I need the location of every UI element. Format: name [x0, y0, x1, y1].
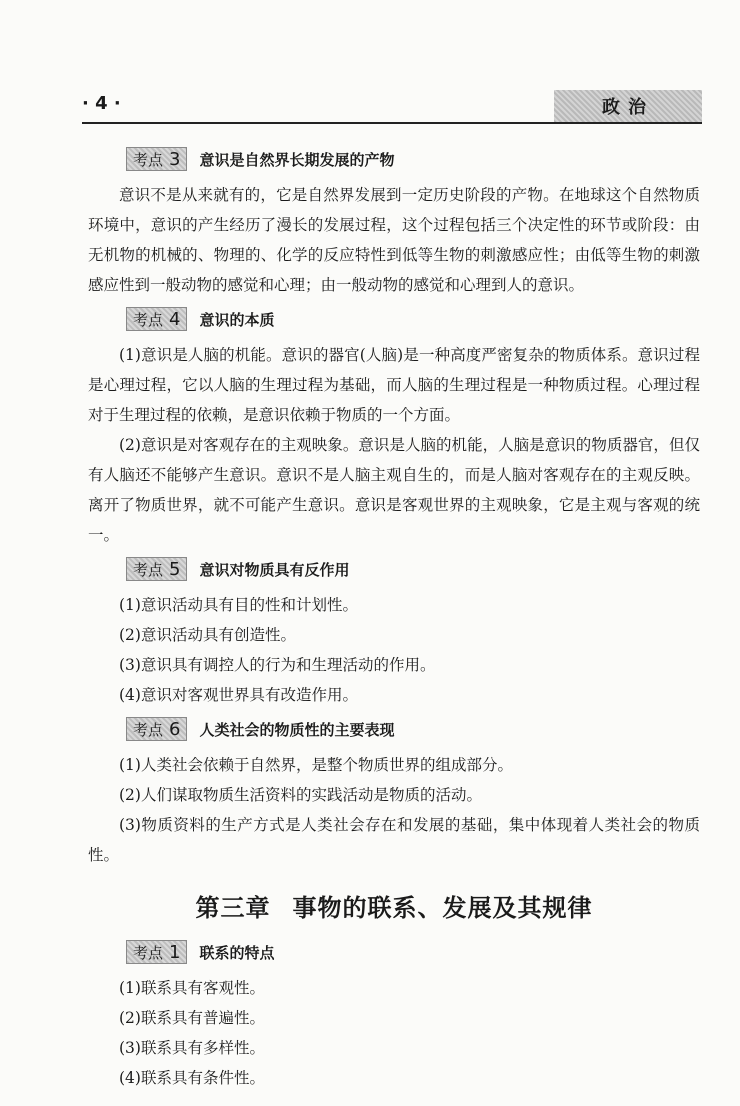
- list-item: (3)物质资料的生产方式是人类社会存在和发展的基础，集中体现着人类社会的物质性。: [88, 816, 700, 864]
- page-content: [88, 140, 700, 1093]
- page-number: · 4 ·: [82, 93, 121, 114]
- list-item: (1)人类社会依赖于自然界，是整个物质世界的组成部分。: [119, 756, 513, 774]
- section-tag: [126, 147, 187, 171]
- section-tag: [126, 940, 187, 964]
- section-title: 意识对物质具有反作用: [199, 560, 350, 579]
- list-item: (2)意识活动具有创造性。: [119, 626, 296, 644]
- section-tag-number: 1: [169, 941, 181, 963]
- section-tag-label: 考点: [133, 310, 164, 329]
- section-tag-number: 5: [169, 558, 181, 580]
- list-item: (4)意识对客观世界具有改造作用。: [119, 686, 358, 704]
- list-item: (2)人们谋取物质生活资料的实践活动是物质的活动。: [119, 786, 482, 804]
- list-item: (1)联系具有客观性。: [119, 979, 265, 997]
- list-item: (3)联系具有多样性。: [119, 1039, 265, 1057]
- list-item: (2)联系具有普遍性。: [119, 1009, 265, 1027]
- list-item: (4)联系具有条件性。: [119, 1069, 265, 1087]
- section-paragraph: (1)意识是人脑的机能。意识的器官(人脑)是一种高度严密复杂的物质体系。意识过程是心理过程，它以人脑的生理过程为基础，而人脑的生理过程是一种物质过程。心理过程对于生理过程的依赖，是意识依赖于物质的一个方面。: [88, 346, 700, 424]
- page-header: [82, 88, 702, 124]
- section-heading-3: [126, 144, 700, 174]
- section-title: 人类社会的物质性的主要表现: [199, 720, 395, 739]
- section-tag-label: 考点: [133, 943, 164, 962]
- section-paragraph: (2)意识是对客观存在的主观映象。意识是人脑的机能，人脑是意识的物质器官，但仅有人脑还不能够产生意识。意识不是人脑主观自生的，而是人脑对客观存在的主观反映。离开了物质世界，就不可能产生意识。意识是客观世界的主观映象，它是主观与客观的统一。: [88, 436, 700, 544]
- subject-tab: [554, 90, 702, 122]
- section-paragraph: 意识不是从来就有的，它是自然界发展到一定历史阶段的产物。在地球这个自然物质环境中，意识的产生经历了漫长的发展过程，这个过程包括三个决定性的环节或阶段：由无机物的机械的、物理的、化学的反应特性到低等生物的刺激感应性；由低等生物的刺激感应性到一般动物的感觉和心理；由一般动物的感觉和心理到人的意识。: [88, 186, 700, 294]
- section-tag: [126, 557, 187, 581]
- subject-label: 政治: [602, 97, 654, 118]
- section-tag: [126, 307, 187, 331]
- section-tag-label: 考点: [133, 560, 164, 579]
- section-title: 意识是自然界长期发展的产物: [199, 150, 395, 169]
- section-tag-number: 4: [169, 308, 181, 330]
- section-heading-ch3-1: [126, 937, 700, 967]
- section-title: 意识的本质: [199, 310, 275, 329]
- section-heading-6: [126, 714, 700, 744]
- section-tag-label: 考点: [133, 150, 164, 169]
- section-heading-4: [126, 304, 700, 334]
- section-tag-number: 6: [169, 718, 181, 740]
- section-tag: [126, 717, 187, 741]
- chapter-name: 事物的联系、发展及其规律: [292, 894, 593, 922]
- chapter-number: 第三章: [195, 894, 271, 922]
- list-item: (1)意识活动具有目的性和计划性。: [119, 596, 358, 614]
- chapter-title: [88, 888, 700, 923]
- section-title: 联系的特点: [199, 943, 275, 962]
- section-tag-label: 考点: [133, 720, 164, 739]
- section-heading-5: [126, 554, 700, 584]
- section-tag-number: 3: [169, 148, 181, 170]
- list-item: (3)意识具有调控人的行为和生理活动的作用。: [119, 656, 436, 674]
